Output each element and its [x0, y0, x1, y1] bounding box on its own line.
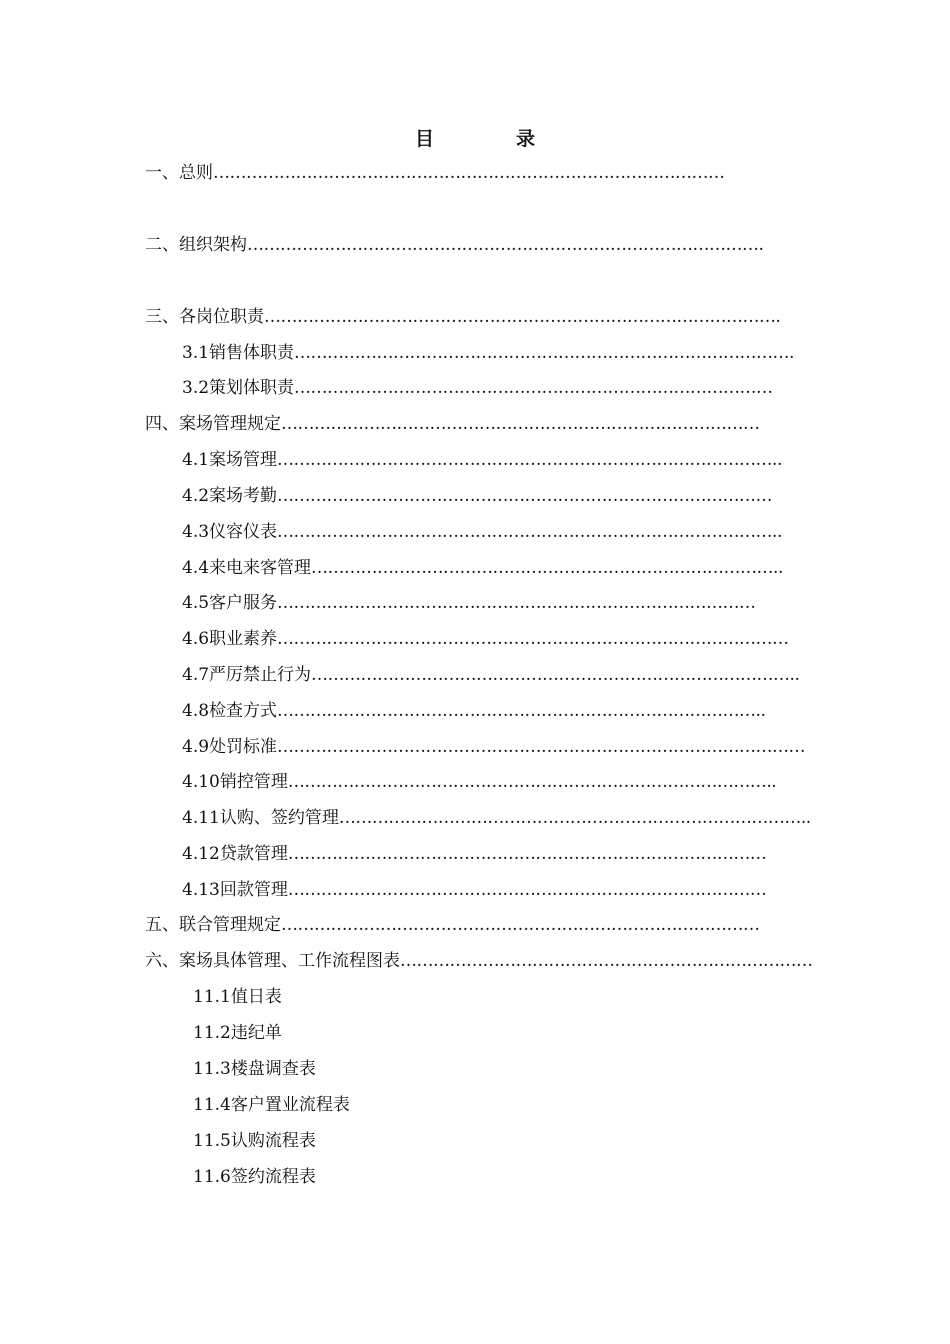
toc-entry: [182, 627, 828, 651]
title-char-right: 录: [516, 128, 536, 150]
toc-entry-leader-dots: ……………………………………………………………………………: [287, 880, 767, 900]
toc-entry-leader-dots: ……………………………………………………………………………: [277, 593, 756, 613]
toc-entry-leader-dots: …………………………………………………………………………..: [311, 558, 783, 578]
toc-entry-label: 11.4客户置业流程表: [193, 1095, 350, 1115]
toc-entry: [193, 1165, 900, 1189]
toc-entry-leader-dots: ……………………………………………………………………………….: [294, 343, 794, 363]
toc-entry-label: 4.3仪容仪表: [182, 522, 278, 542]
toc-entry-leader-dots: ……………………………………………………………………………………: [277, 737, 806, 757]
toc-entry-leader-dots: ………………………………………………………………………………..: [277, 450, 782, 470]
toc-entry-leader-dots: ………………………………………………………………………………….: [264, 307, 781, 327]
toc-entry: [182, 663, 824, 687]
toc-entry-label: 4.5客户服务: [182, 593, 278, 613]
toc-entry-label: 4.13回款管理: [182, 880, 288, 900]
title-char-left: 目: [414, 128, 434, 150]
toc-entry-label: 二、组织架构: [145, 235, 247, 255]
toc-entry-label: 4.1案场管理: [182, 450, 278, 470]
toc-entry-leader-dots: ………………………………………………………………………………..: [277, 522, 782, 542]
toc-entry-label: 11.6签约流程表: [193, 1167, 316, 1187]
toc-entry-leader-dots: ……………………………………………………………………………: [287, 844, 767, 864]
toc-entry: [182, 770, 796, 794]
toc-entry: [182, 376, 828, 400]
toc-entry: [145, 161, 815, 185]
toc-entry: [182, 842, 800, 866]
toc-entry: [145, 913, 834, 937]
toc-entry-leader-dots: …………………………………………………………………………………: [277, 629, 789, 649]
toc-entry: [193, 985, 900, 1009]
toc-entry: [182, 556, 806, 580]
toc-entry: [193, 1021, 900, 1045]
toc-entry-label: 三、各岗位职责: [145, 307, 264, 327]
toc-entry-leader-dots: …………………………………………………………………: [400, 951, 813, 971]
toc-entry-leader-dots: …………………………………………………………………………..: [338, 808, 811, 828]
toc-entry-leader-dots: ……………………………………………………………………………: [281, 915, 760, 935]
toc-entry: [182, 448, 824, 472]
toc-entry-label: 4.9处罚标准: [182, 737, 278, 757]
toc-entry-leader-dots: ………………………………………………………………………………….: [247, 235, 764, 255]
toc-entry: [182, 878, 800, 902]
toc-entry-label: 4.6职业素养: [182, 629, 278, 649]
toc-entry-label: 11.5认购流程表: [193, 1131, 316, 1151]
toc-entry-leader-dots: ……………………………………………………………………………: [281, 414, 760, 434]
toc-entry: [193, 1129, 900, 1153]
toc-entry-label: 3.2策划体职责: [182, 378, 295, 398]
toc-entry: [145, 305, 840, 329]
toc-entry-leader-dots: …………………………………………………………………………………: [213, 163, 725, 183]
toc-entry-label: 11.1值日表: [193, 987, 282, 1007]
toc-entry-label: 11.3楼盘调查表: [193, 1059, 316, 1079]
toc-entry: [182, 699, 806, 723]
toc-entry: [182, 591, 790, 615]
toc-entry-label: 4.10销控管理: [182, 772, 288, 792]
toc-entry-label: 11.2违纪单: [193, 1023, 282, 1043]
toc-entry: [182, 806, 815, 830]
toc-entry: [193, 1057, 900, 1081]
toc-entry: [145, 233, 840, 257]
toc-entry-label: 4.8检查方式: [182, 701, 278, 721]
toc-entry-label: 五、联合管理规定: [145, 915, 281, 935]
toc-entry: [182, 484, 810, 508]
toc-entry: [145, 412, 815, 436]
toc-entry: [145, 949, 834, 973]
toc-entry-label: 4.2案场考勤: [182, 486, 278, 506]
toc-entry-label: 一、总则: [145, 163, 213, 183]
page-title: [0, 124, 950, 151]
toc-entry-leader-dots: ……………………………………………………………………………..: [311, 665, 800, 685]
toc-entry-leader-dots: ……………………………………………………………………………..: [287, 772, 777, 792]
toc-entry-leader-dots: ……………………………………………………………………………..: [277, 701, 766, 721]
toc-entry-leader-dots: ………………………………………………………………………………: [277, 486, 773, 506]
toc-entry-label: 4.4来电来客管理: [182, 558, 312, 578]
toc-entry-label: 4.7严厉禁止行为: [182, 665, 312, 685]
toc-entry: [193, 1093, 900, 1117]
toc-entry-label: 4.12贷款管理: [182, 844, 288, 864]
toc-entry: [182, 735, 848, 759]
toc-entry-label: 六、案场具体管理、工作流程图表: [145, 951, 400, 971]
toc-entry: [182, 520, 824, 544]
toc-entry-leader-dots: ……………………………………………………………………………: [294, 378, 773, 398]
toc-entry: [182, 341, 832, 365]
toc-entry-label: 4.11认购、签约管理: [182, 808, 339, 828]
toc-entry-label: 3.1销售体职责: [182, 343, 295, 363]
toc-entry-label: 四、案场管理规定: [145, 414, 281, 434]
